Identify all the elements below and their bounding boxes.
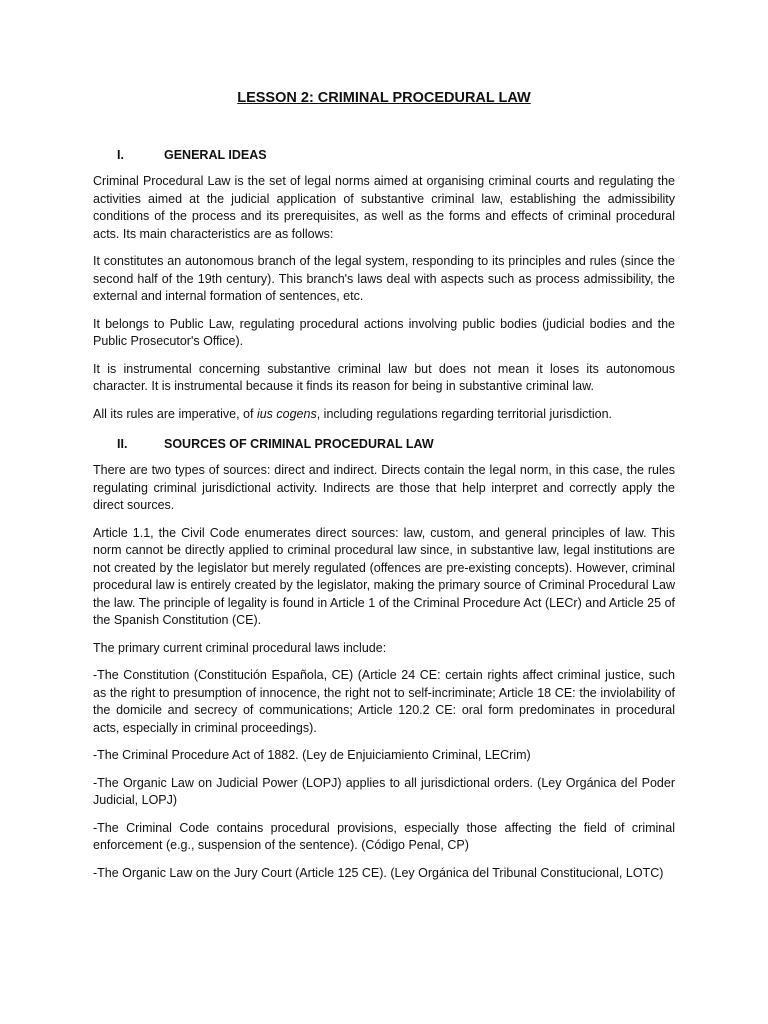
paragraph: It constitutes an autonomous branch of the legal system, responding to its principles and rules (since the second half of the 19th century). This branch's laws deal with aspects such as process admissibility, the external and internal formation of sentences, etc. [93, 254, 675, 303]
list-item: -The Criminal Procedure Act of 1882. (Ley de Enjuiciamiento Criminal, LECrim) [93, 748, 531, 762]
section-heading-sources [93, 435, 675, 453]
paragraph: There are two types of sources: direct and indirect. Directs contain the legal norm, in this case, the rules regulating criminal jurisdictional activity. Indirects are those that help interpret and correctly apply the direct sources. [93, 463, 675, 512]
list-item: -The Constitution (Constitución Española, CE) (Article 24 CE: certain rights affect criminal justice, such as the right to presumption of innocence, the right not to self-incriminate; Article 18 CE: the inviolability of the domicile and secrecy of communications; Article 120.2 CE: oral form predominates in procedural acts, especially in criminal proceedings). [93, 668, 675, 735]
section-title: SOURCES OF CRIMINAL PROCEDURAL LAW [164, 437, 434, 451]
paragraph: It is instrumental concerning substantive criminal law but does not mean it loses its autonomous character. It is instrumental because it finds its reason for being in substantive criminal law. [93, 361, 675, 393]
paragraph: The primary current criminal procedural laws include: [93, 640, 387, 655]
paragraph: Criminal Procedural Law is the set of legal norms aimed at organising criminal courts and regulating the activities aimed at the judicial application of substantive criminal law, establishing the admissibility conditions of the process and its prerequisites, as well as the forms and effects of criminal procedural acts. Its main characteristics are as follows: [93, 174, 675, 241]
section-number: I. [117, 148, 124, 162]
section-number: II. [117, 437, 128, 451]
list-item: -The Organic Law on Judicial Power (LOPJ) applies to all jurisdictional orders. (Ley Orgánica del Poder Judicial, LOPJ) [93, 775, 675, 807]
list-item: -The Criminal Code contains procedural provisions, especially those affecting the field of criminal enforcement (e.g., suspension of the sentence). (Código Penal, CP) [93, 820, 675, 852]
paragraph-text: , including regulations regarding territorial jurisdiction. [316, 406, 613, 421]
paragraph-ius-cogens [93, 406, 675, 424]
paragraph: Article 1.1, the Civil Code enumerates direct sources: law, custom, and general principles of law. This norm cannot be directly applied to criminal procedural law since, in substantive law, legal institutions are not created by the legislator but merely regulated (offences are pre-existing concepts). However, criminal procedural law is entirely created by the legislator, making the primary source of Criminal Procedural Law the law. The principle of legality is found in Article 1 of the Criminal Procedure Act (LECr) and Article 25 of the Spanish Constitution (CE). [93, 525, 675, 627]
paragraph-text: All its rules are imperative, of [93, 406, 257, 421]
italic-term: ius cogens [256, 406, 317, 421]
paragraph: It belongs to Public Law, regulating procedural actions involving public bodies (judicial bodies and the Public Prosecutor's Office). [93, 316, 675, 348]
section-title: GENERAL IDEAS [164, 148, 267, 162]
document-title: LESSON 2: CRIMINAL PROCEDURAL LAW [237, 90, 531, 106]
list-item: -The Organic Law on the Jury Court (Article 125 CE). (Ley Orgánica del Tribunal Constitucional, LOTC) [93, 865, 664, 880]
section-heading-general-ideas [93, 146, 675, 164]
